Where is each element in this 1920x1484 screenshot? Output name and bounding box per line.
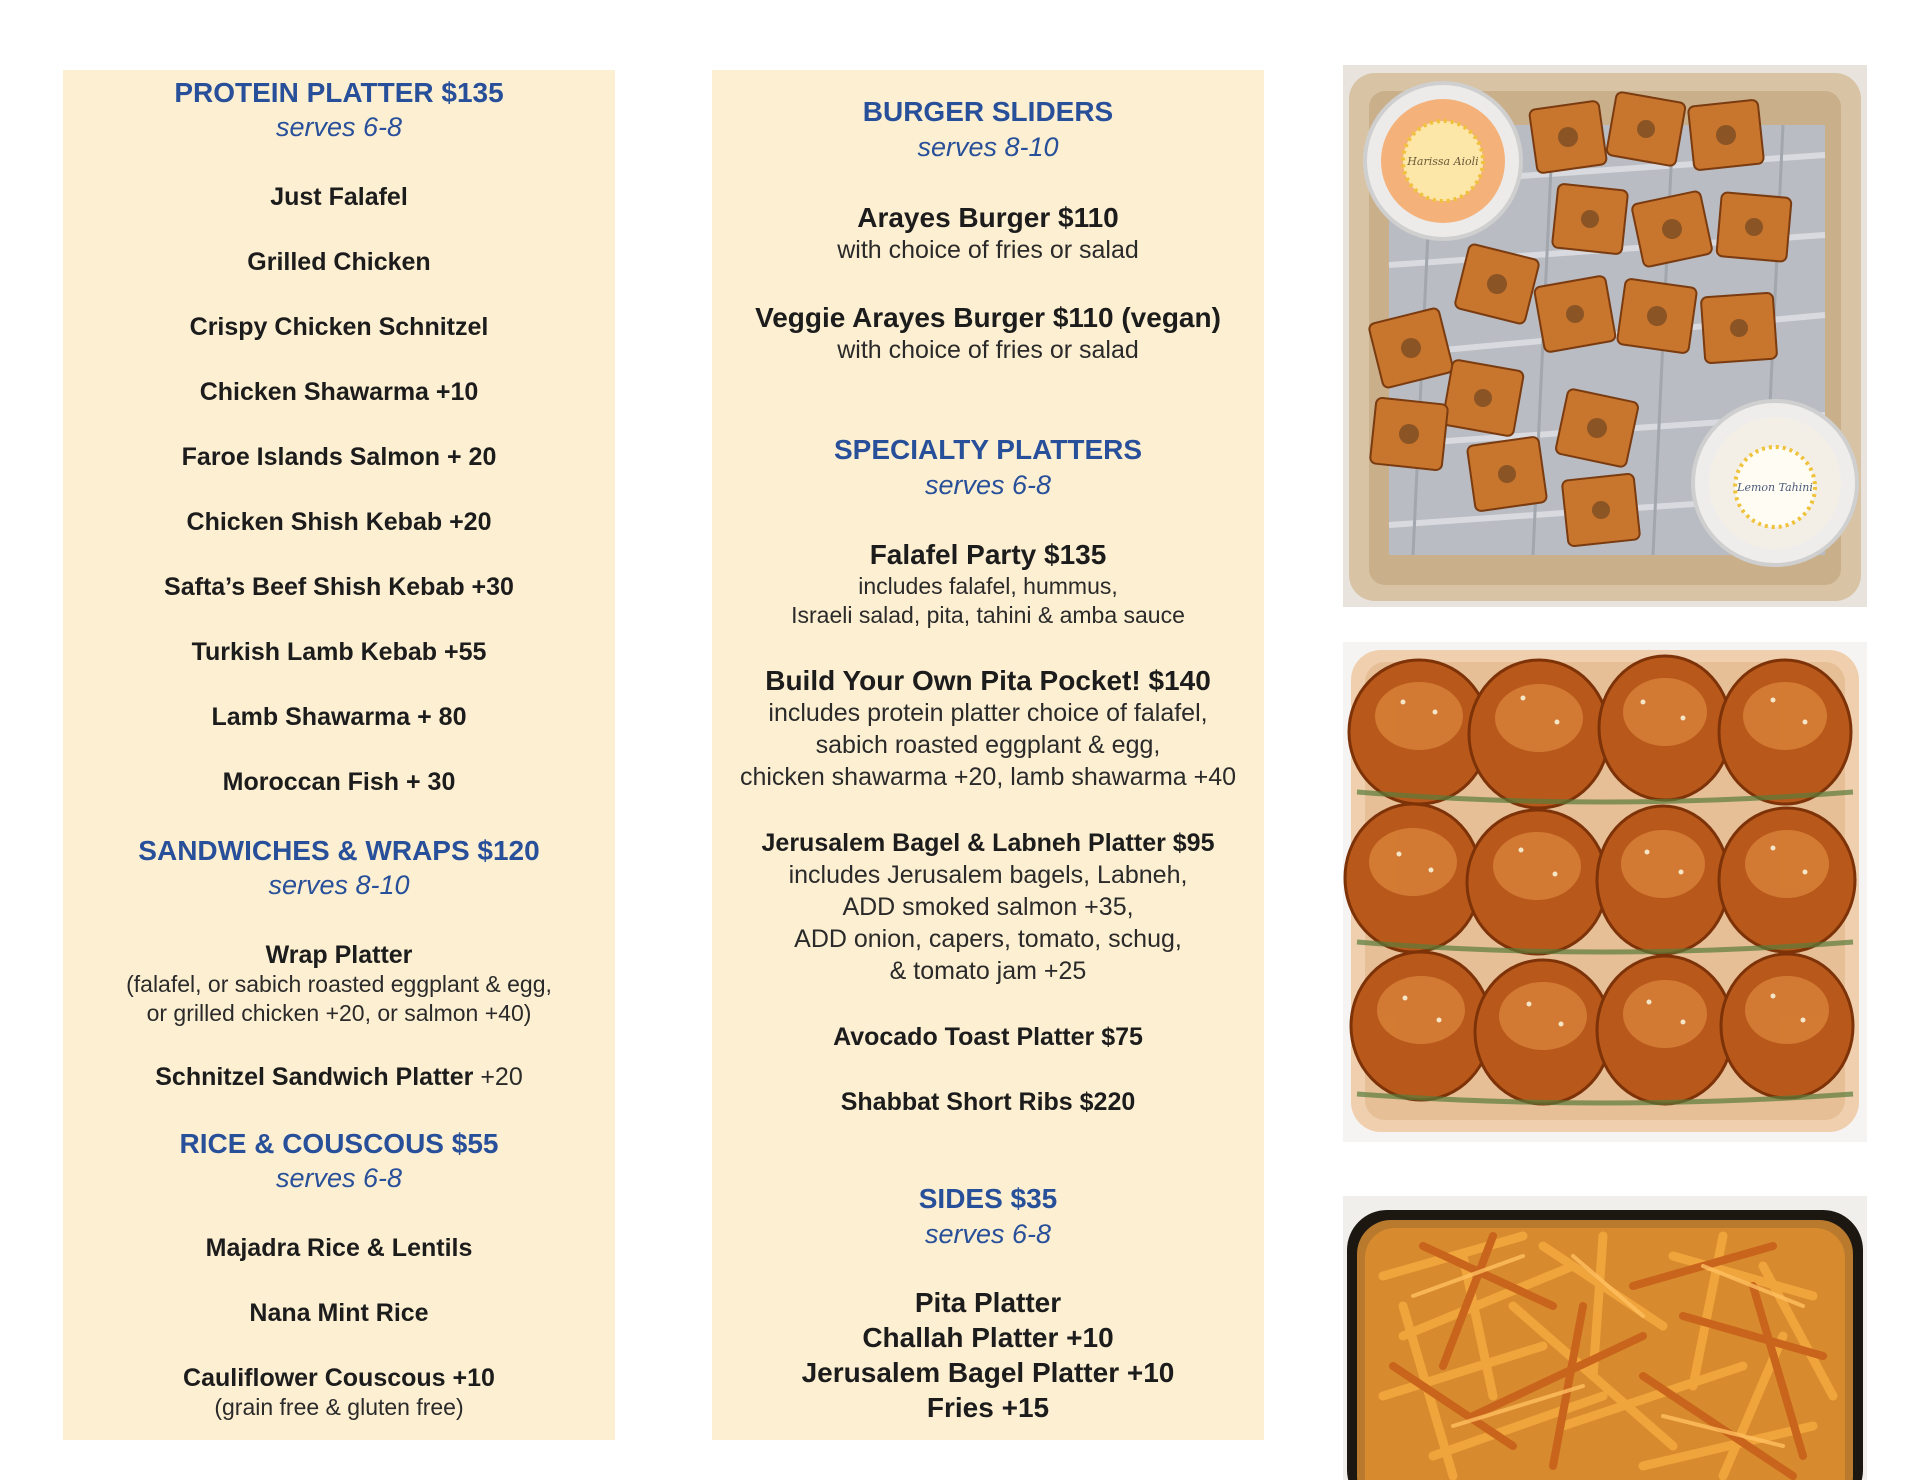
menu-item: Grilled Chicken (247, 248, 431, 276)
menu-item: Challah Platter +10 (862, 1322, 1114, 1353)
menu-item: Moroccan Fish + 30 (222, 768, 456, 796)
menu-item-desc: & tomato jam +25 (889, 957, 1087, 985)
menu-item-desc: with choice of fries or salad (837, 336, 1139, 364)
menu-item-desc: sabich roasted eggplant & egg, (815, 731, 1161, 759)
menu-item: Pita Platter (914, 1287, 1062, 1318)
menu-item: Safta’s Beef Shish Kebab +30 (164, 573, 514, 601)
sliders-photo-label-harissa: Harissa Aioli (1407, 155, 1479, 168)
wrap-platter-desc: (falafel, or sabich roasted eggplant & egg, (126, 971, 552, 997)
menu-column-middle (712, 70, 1264, 1440)
menu-item: Lamb Shawarma + 80 (211, 703, 467, 731)
menu-item-desc: ADD onion, capers, tomato, schug, (794, 925, 1182, 953)
menu-item-note: (grain free & gluten free) (214, 1394, 464, 1420)
rice-couscous-title: RICE & COUSCOUS $55 (179, 1128, 499, 1159)
menu-column-left (63, 70, 615, 1440)
menu-item: Just Falafel (270, 183, 408, 211)
menu-item-desc: includes Jerusalem bagels, Labneh, (788, 861, 1188, 889)
specialty-platters-serves: serves 6-8 (924, 470, 1052, 500)
protein-platter-title: PROTEIN PLATTER $135 (174, 77, 504, 108)
menu-item: Chicken Shawarma +10 (199, 378, 479, 406)
menu-item: Majadra Rice & Lentils (205, 1234, 473, 1262)
menu-item-desc: ADD smoked salmon +35, (842, 893, 1134, 921)
menu-item-desc: with choice of fries or salad (837, 236, 1139, 264)
schnitzel-sandwich-name: Schnitzel Sandwich Platter (155, 1063, 474, 1091)
menu-item: Veggie Arayes Burger $110 (vegan) (755, 302, 1221, 333)
menu-item: Nana Mint Rice (249, 1299, 429, 1327)
menu-item-desc: chicken shawarma +20, lamb shawarma +40 (739, 763, 1237, 791)
menu-item: Build Your Own Pita Pocket! $140 (765, 665, 1211, 696)
menu-item: Turkish Lamb Kebab +55 (191, 638, 487, 666)
menu-item: Jerusalem Bagel & Labneh Platter $95 (761, 829, 1215, 857)
menu-item: Cauliflower Couscous +10 (183, 1364, 495, 1392)
fries-photo (1343, 1196, 1867, 1480)
schnitzel-sandwich-item (63, 1062, 615, 1092)
menu-item-desc: includes falafel, hummus, (858, 573, 1118, 599)
menu-item: Falafel Party $135 (869, 539, 1107, 570)
menu-item: Fries +15 (926, 1392, 1050, 1423)
sandwiches-title: SANDWICHES & WRAPS $120 (138, 835, 540, 866)
rice-couscous-serves: serves 6-8 (275, 1163, 403, 1193)
menu-item: Jerusalem Bagel Platter +10 (801, 1357, 1175, 1388)
burger-sliders-serves: serves 8-10 (917, 132, 1059, 162)
sides-title: SIDES $35 (918, 1183, 1058, 1214)
sandwiches-serves: serves 8-10 (268, 870, 410, 900)
wrap-platter-name: Wrap Platter (265, 941, 413, 969)
menu-item: Chicken Shish Kebab +20 (186, 508, 492, 536)
protein-platter-serves: serves 6-8 (275, 112, 403, 142)
menu-item: Shabbat Short Ribs $220 (840, 1088, 1136, 1116)
burger-sliders-title: BURGER SLIDERS (862, 96, 1114, 127)
sandwiches-photo (1343, 642, 1867, 1142)
burger-sliders-photo (1343, 65, 1867, 607)
menu-item-desc: Israeli salad, pita, tahini & amba sauce (791, 602, 1185, 628)
sliders-photo-label-tahini: Lemon Tahini (1737, 481, 1813, 494)
menu-item-desc: includes protein platter choice of falafel, (768, 699, 1208, 727)
menu-item: Faroe Islands Salmon + 20 (181, 443, 497, 471)
schnitzel-sandwich-extra: +20 (480, 1063, 523, 1091)
specialty-platters-title: SPECIALTY PLATTERS (833, 434, 1143, 465)
wrap-platter-desc: or grilled chicken +20, or salmon +40) (146, 1000, 532, 1026)
menu-item: Avocado Toast Platter $75 (833, 1023, 1143, 1051)
menu-item: Crispy Chicken Schnitzel (189, 313, 489, 341)
menu-item: Arayes Burger $110 (857, 202, 1119, 233)
sides-serves: serves 6-8 (924, 1219, 1052, 1249)
